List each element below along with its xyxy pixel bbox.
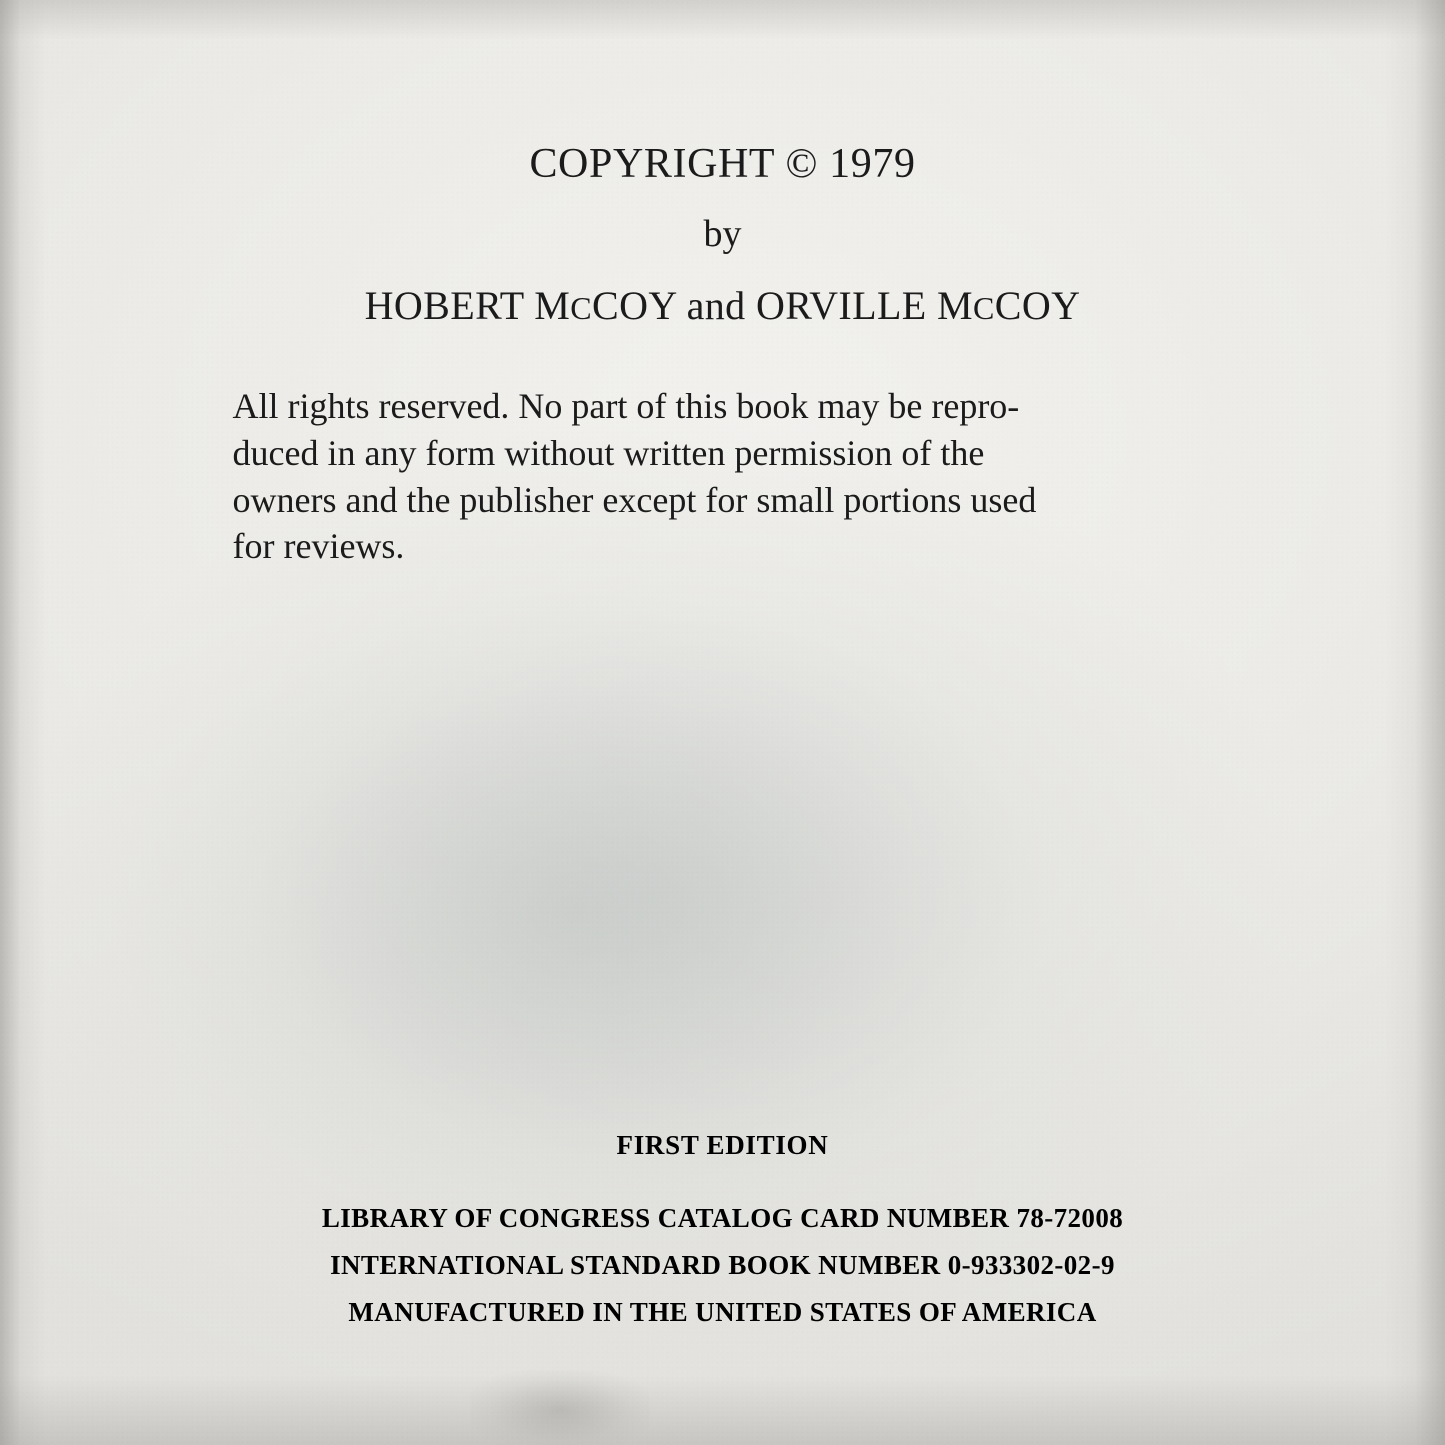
rights-line-4: for reviews.: [232, 526, 405, 567]
authors-conjunction: and: [676, 283, 756, 328]
author-two-name-rest: COY: [994, 283, 1081, 328]
rights-statement: [233, 383, 1213, 570]
author-one-name-rest: COY: [592, 283, 677, 328]
author-one-name-part: HOBERT M: [364, 283, 571, 328]
author-two-name-part: ORVILLE M: [755, 283, 973, 328]
manufactured-statement: MANUFACTURED IN THE UNITED STATES OF AMERICA: [348, 1297, 1097, 1327]
identifier-block: [0, 1203, 1445, 1328]
by-line: by: [703, 213, 742, 255]
rights-line-3: owners and the publisher except for small portions used: [232, 479, 1037, 520]
copyright-line: COPYRIGHT © 1979: [529, 141, 916, 187]
paper-smudge: [470, 1370, 650, 1445]
edition-statement: FIRST EDITION: [616, 1130, 829, 1160]
library-of-congress-number: LIBRARY OF CONGRESS CATALOG CARD NUMBER 78-72008: [321, 1203, 1124, 1233]
isbn-number: INTERNATIONAL STANDARD BOOK NUMBER 0-933302-02-9: [330, 1250, 1115, 1280]
copyright-page-footer: [0, 1130, 1445, 1328]
author-two-smallcap: C: [972, 290, 995, 326]
rights-line-2: duced in any form without written permission of the: [232, 432, 985, 473]
author-one-smallcap: C: [570, 290, 592, 326]
copyright-page-content: [0, 0, 1445, 570]
page-edge-bottom-shadow: [0, 1375, 1445, 1445]
rights-line-1: All rights reserved. No part of this book may be repro-: [232, 386, 1020, 426]
authors-line: [0, 282, 1445, 329]
